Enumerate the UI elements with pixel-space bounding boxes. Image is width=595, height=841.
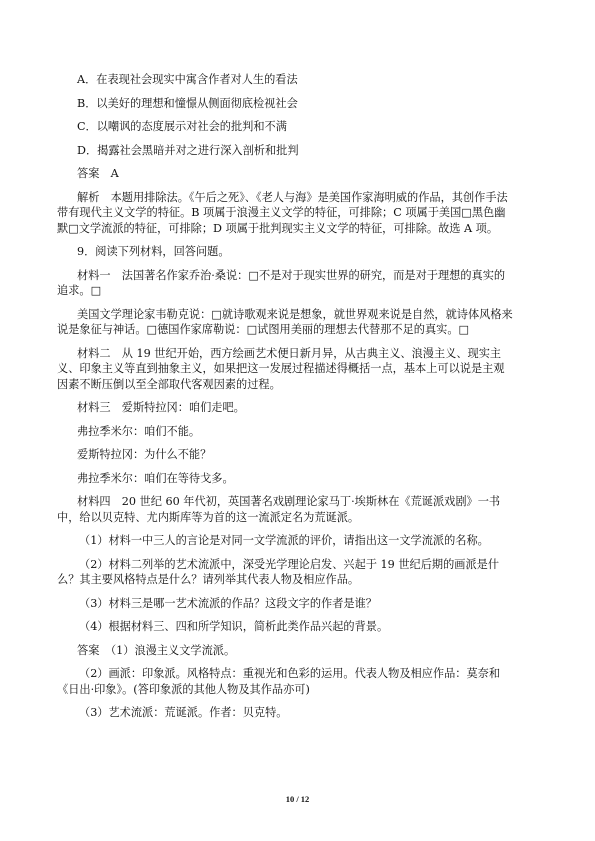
text-line: 默□文学流派的特征，可排除；D 项属于批判现实主义文学的特征，可排除。故选 A 项。 [57,221,499,235]
text-line: （3）材料三是哪一艺术流派的作品？这段文字的作者是谁？ [79,596,377,610]
text-line: 解析 本题用排除法。《午后之死》、《老人与海》是美国作家海明威的作品，其创作手法 [77,190,508,204]
text-line: 材料一 法国著名作家乔治·桑说：□不是对于现实世界的研究，而是对于理想的真实的 [77,268,506,282]
text-line: A．在表现社会现实中寓含作者对人生的看法 [77,73,298,86]
text-line: 弗拉季米尔：咱们在等待戈多。 [77,471,234,485]
text-line: 弗拉季米尔：咱们不能。 [77,424,201,438]
text-line: 追求。□ [57,284,102,297]
text-line: 《日出·印象》。(答印象派的其他人物及其作品亦可) [57,682,310,696]
text-line: 答案 A [77,167,119,180]
document-body [57,72,537,729]
text-line: 材料三 爱斯特拉冈：咱们走吧。 [77,401,245,414]
text-line: 么？其主要风格特点是什么？请列举其代表人物及相应作品。 [57,573,360,586]
text-line: 说是象征与神话。□德国作家席勒说：□试图用美丽的理想去代替那不足的真实。□ [57,323,470,336]
text-line: 爱斯特拉冈：为什么不能？ [77,448,212,461]
text-line: 9．阅读下列材料，回答问题。 [77,245,230,258]
text-line: （3）艺术流派：荒诞派。作者：贝克特。 [79,706,288,719]
text-line: （4）根据材料三、四和所学知识，简析此类作品兴起的背景。 [79,620,389,633]
text-line: 材料二 从 19 世纪开始，西方绘画艺术便日新月异，从古典主义、浪漫主义、现实主 [77,346,502,360]
text-line: B．以美好的理想和憧憬从侧面彻底检视社会 [77,96,298,110]
text-line: 美国文学理论家韦勒克说：□就诗歌观来说是想象，就世界观来说是自然，就诗体风格来 [77,307,513,321]
text-line: 带有现代主义文学的特征。B 项属于浪漫主义文学的特征，可排除；C 项属于美国□黑色幽 [57,206,506,219]
text-line: （1）材料一中三人的言论是对同一文学流派的评价，请指出这一文学流派的名称。 [79,534,489,547]
text-line: C．以嘲讽的态度展示对社会的批判和不满 [77,120,287,133]
text-line: （2）画派：印象派。风格特点：重视光和色彩的运用。代表人物及相应作品：莫奈和 [79,667,501,680]
text-line: 因素不断压倒以至全部取代客观因素的过程。 [57,377,281,391]
page-number: 10 / 12 [285,794,310,804]
text-line: D．揭露社会黑暗并对之进行深入剖析和批判 [77,143,299,157]
text-line: 中，给以贝克特、尤内斯库等为首的这一流派定名为荒诞派。 [57,510,360,524]
text-line: （2）材料二列举的艺术流派中，深受光学理论启发、兴起于 19 世纪后期的画派是什 [79,557,500,571]
text-line: 材料四 20 世纪 60 年代初，英国著名戏剧理论家马丁·埃斯林在《荒诞派戏剧》一书 [77,495,501,508]
text-line: 义、印象主义等直到抽象主义，如果把这一发展过程描述得概括一点，基本上可以说是主观 [57,362,505,375]
text-line: 答案 （1）浪漫主义文学流派。 [77,643,236,657]
